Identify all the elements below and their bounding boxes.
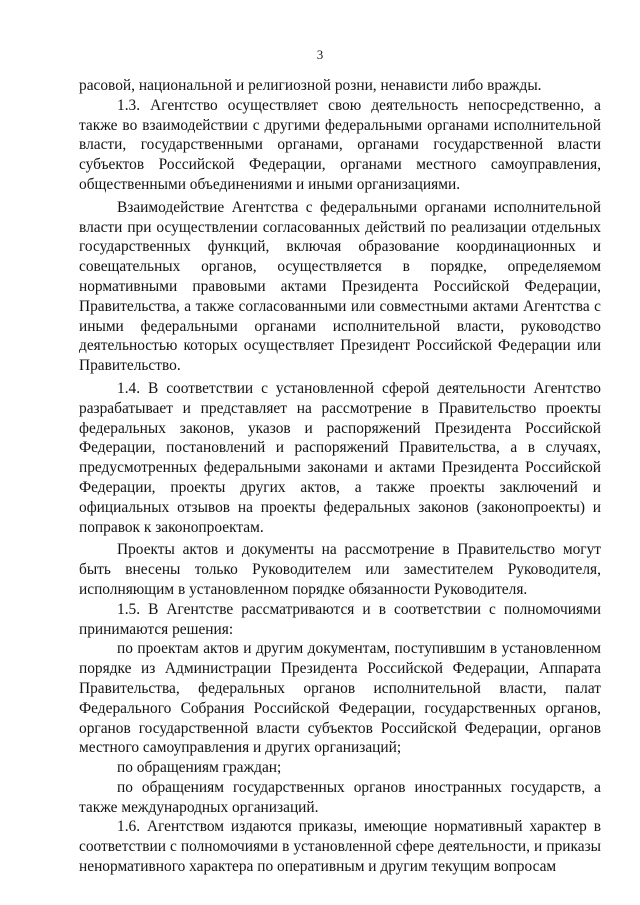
paragraph-1-6: 1.6. Агентством издаются приказы, имеющие нормативный характер в соответствии с полномочиями в установленной сфере деятельности, и приказы ненормативного характера по оперативным и другим текущим вопросам — [79, 818, 601, 876]
page-number: 3 — [316, 47, 324, 62]
paragraph-1: расовой, национальной и религиозной розни, ненависти либо вражды. — [79, 77, 542, 94]
paragraph-1-3: 1.3. Агентство осуществляет свою деятельность непосредственно, а также во взаимодействии с другими федеральными органами исполнительной власти, государственными органами, органами государственной власти субъектов Российской Федерации, органами местного самоуправления, общественными объединениями и иными организациями. — [79, 96, 601, 193]
paragraph-foreign: по обращениям государственных органов иностранных государств, а также международных организаций. — [79, 778, 601, 816]
paragraph-citizens: по обращениям граждан; — [117, 759, 282, 777]
paragraph-on-projects: по проектам актов и другим документам, поступившим в установленном порядке из Администрации Президента Российской Федерации, Аппарата Правительства, федеральных органов исполнительной власти, палат Федерального Собрания Российской Федерации, государственных органов, органов государственной власти субъектов Российской Федерации, органов местного самоуправления и других организаций; — [79, 640, 601, 757]
paragraph-1-5: 1.5. В Агентстве рассматриваются и в соответствии с полномочиями принимаются решения: — [79, 600, 601, 638]
paragraph-interaction: Взаимодействие Агентства с федеральными органами исполнительной власти при осуществлении согласованных действий по реализации отдельных государственных функций, включая образование координационных и совещательных органов, осуществляется в порядке, определяемом нормативными правовыми актами Президента Российской Федерации, Правительства, а также согласованными или совместными актами Агентства с иными федеральными органами исполнительной власти, руководство деятельностью которых осуществляет Президент Российской Федерации или Правительство. — [79, 198, 601, 375]
paragraph-projects: Проекты актов и документы на рассмотрение в Правительство могут быть внесены только Руководителем или заместителем Руководителя, исполняющим в установленном порядке обязанности Руководителя. — [79, 541, 601, 598]
document-body — [79, 76, 601, 877]
paragraph-1-4: 1.4. В соответствии с установленной сферой деятельности Агентство разрабатывает и представляет на рассмотрение в Правительство проекты федеральных законов, указов и распоряжений Президента Российской Федерации, постановлений и распоряжений Правительства, а в случаях, предусмотренных федеральными законами и актами Президента Российской Федерации, проекты других актов, а также проекты заключений и официальных отзывов на проекты федеральных законов (законопроекты) и поправок к законопроектам. — [79, 379, 601, 536]
